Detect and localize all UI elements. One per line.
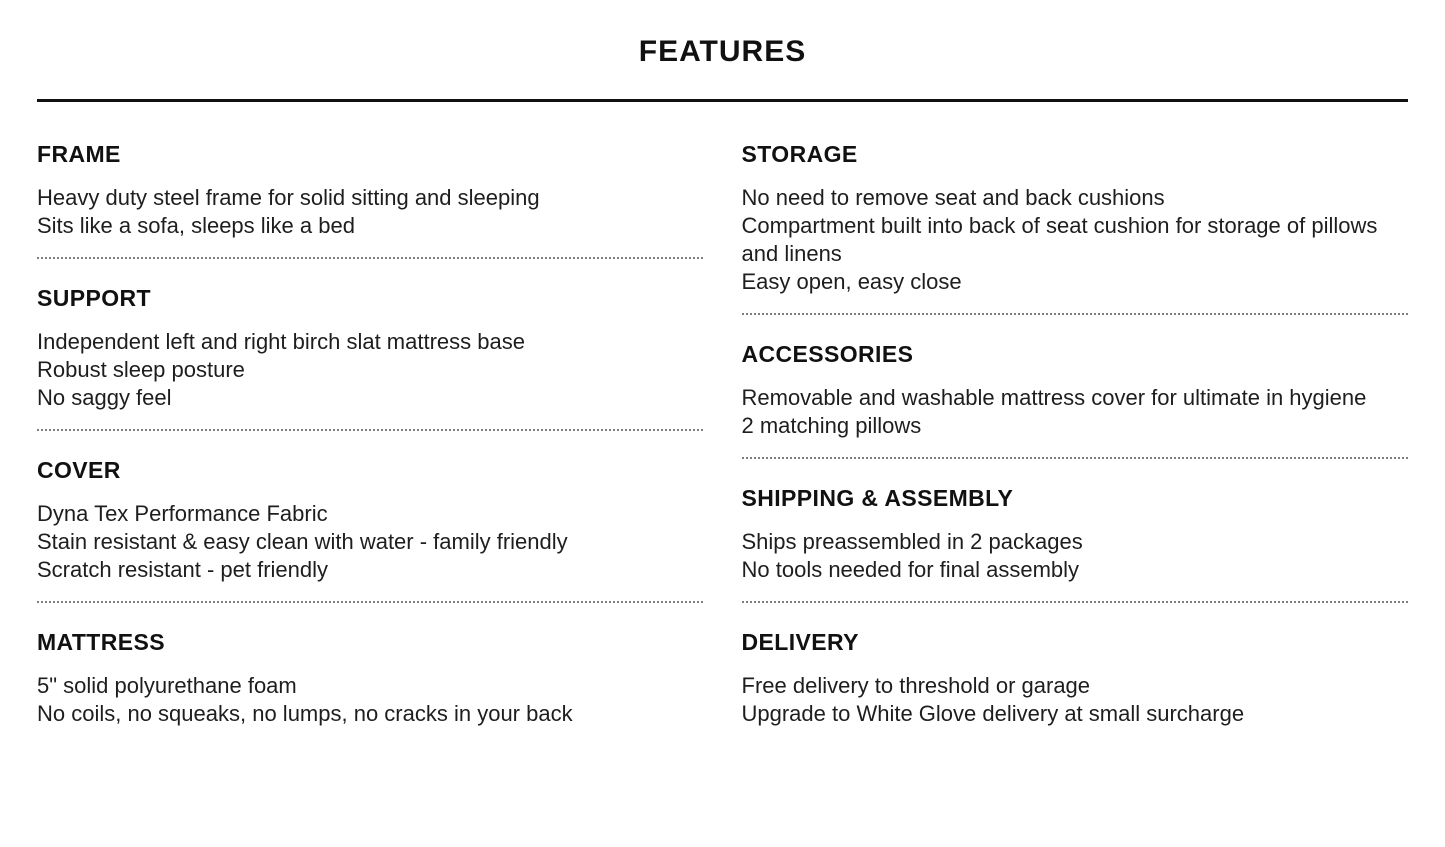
- section-heading-mattress: MATTRESS: [37, 629, 165, 655]
- section-heading-cover: COVER: [37, 457, 121, 483]
- section-mattress: [37, 603, 704, 728]
- feature-item: 2 matching pillows: [741, 413, 922, 438]
- feature-item: Free delivery to threshold or garage: [741, 673, 1091, 698]
- feature-item: 5" solid polyurethane foam: [37, 673, 297, 698]
- section-support: [37, 259, 704, 431]
- section-heading-shipping-assembly: SHIPPING & ASSEMBLY: [741, 485, 1014, 511]
- feature-item: Independent left and right birch slat mattress base: [37, 329, 525, 354]
- page-title: FEATURES: [638, 35, 807, 68]
- features-page: [0, 34, 1445, 728]
- feature-item: Stain resistant & easy clean with water - family friendly: [37, 529, 568, 554]
- feature-item: Ships preassembled in 2 packages: [741, 529, 1083, 554]
- right-column: [742, 140, 1409, 728]
- feature-item: Easy open, easy close: [741, 269, 962, 294]
- section-heading-support: SUPPORT: [37, 285, 151, 311]
- section-accessories: [742, 315, 1409, 459]
- feature-item: No saggy feel: [37, 385, 172, 410]
- feature-item: Compartment built into back of seat cushion for storage of pillows and linens: [741, 213, 1378, 266]
- feature-item: Heavy duty steel frame for solid sitting and sleeping: [37, 185, 540, 210]
- section-heading-delivery: DELIVERY: [741, 629, 859, 655]
- section-cover: [37, 431, 704, 603]
- section-heading-accessories: ACCESSORIES: [741, 341, 914, 367]
- section-frame: [37, 140, 704, 259]
- section-heading-storage: STORAGE: [741, 141, 858, 167]
- title-divider: [37, 99, 1408, 102]
- feature-item: Dyna Tex Performance Fabric: [37, 501, 328, 526]
- feature-item: Upgrade to White Glove delivery at small surcharge: [741, 701, 1245, 726]
- section-storage: [742, 140, 1409, 315]
- feature-item: Scratch resistant - pet friendly: [37, 557, 329, 582]
- section-delivery: [742, 603, 1409, 728]
- section-shipping-assembly: [742, 459, 1409, 603]
- features-columns: [37, 140, 1408, 728]
- left-column: [37, 140, 704, 728]
- feature-item: No tools needed for final assembly: [741, 557, 1080, 582]
- feature-item: Sits like a sofa, sleeps like a bed: [37, 213, 355, 238]
- feature-item: No need to remove seat and back cushions: [741, 185, 1165, 210]
- feature-item: Robust sleep posture: [37, 357, 245, 382]
- feature-item: No coils, no squeaks, no lumps, no cracks in your back: [37, 701, 573, 726]
- section-heading-frame: FRAME: [37, 141, 121, 167]
- feature-item: Removable and washable mattress cover for ultimate in hygiene: [741, 385, 1367, 410]
